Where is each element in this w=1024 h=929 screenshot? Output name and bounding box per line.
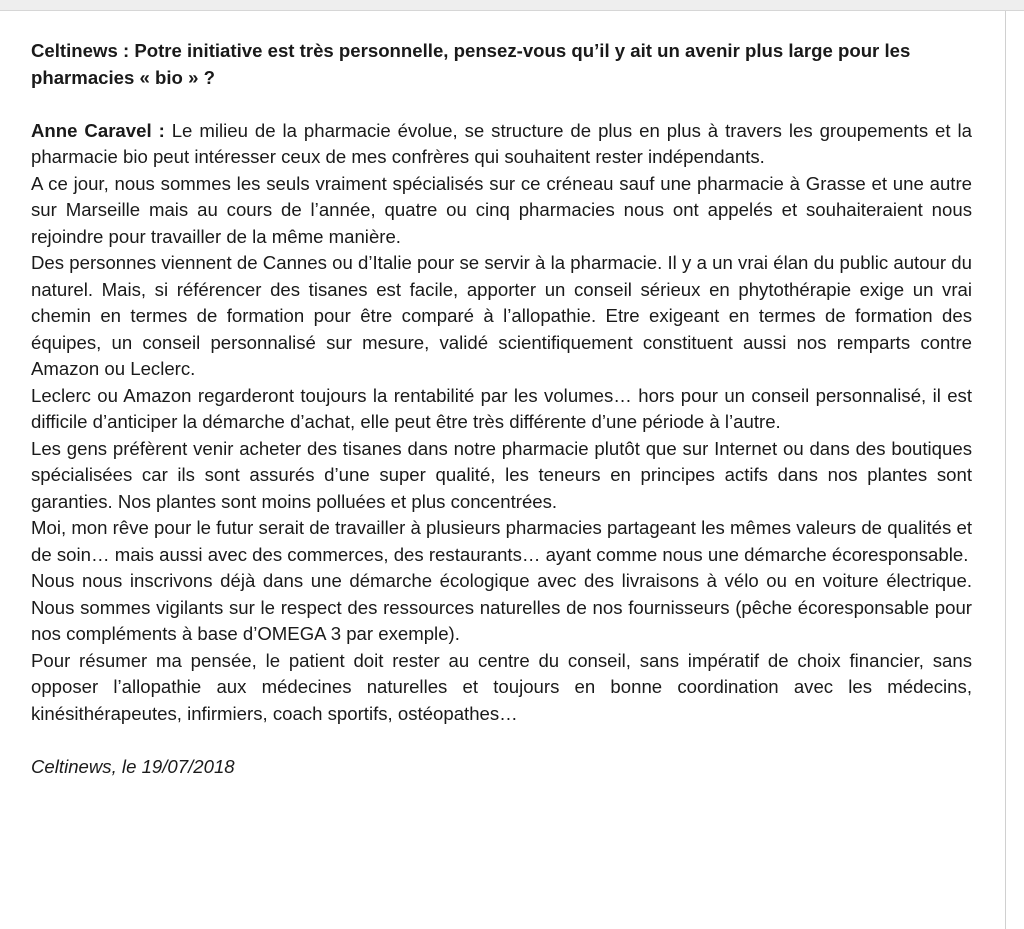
answer-paragraph-8: Pour résumer ma pensée, le patient doit rester au centre du conseil, sans impératif de choix financier, sans opposer l’allopathie aux médecines naturelles et toujours en bonne coordination avec les médecins, kinésithérapeutes, infirmiers, coach sportifs, ostéopathes…	[31, 649, 972, 724]
answer-paragraph-5: Les gens préfèrent venir acheter des tisanes dans notre pharmacie plutôt que sur Internet ou dans des boutiques spécialisées car ils sont assurés d’une super qualité, les teneurs en principes actifs dans nos plantes sont garanties. Nos plantes sont moins polluées et plus concentrées.	[31, 437, 972, 512]
speaker-name: Anne Caravel :	[31, 119, 165, 141]
article-body	[31, 38, 972, 780]
top-toolbar-band	[0, 0, 1024, 11]
interview-question: Celtinews : Potre initiative est très personnelle, pensez-vous qu’il y ait un avenir plus large pour les pharmacies « bio » ?	[31, 40, 911, 88]
answer-paragraph-4: Leclerc ou Amazon regarderont toujours la rentabilité par les volumes… hors pour un conseil personnalisé, il est difficile d’anticiper la démarche d’achat, elle peut être très différente d’une période à l’autre.	[31, 384, 972, 432]
paragraph-spacer	[31, 91, 972, 118]
answer-paragraph-6: Moi, mon rêve pour le futur serait de travailler à plusieurs pharmacies partageant les mêmes valeurs de qualités et de soin… mais aussi avec des commerces, des restaurants… ayant comme nous une démarche écoresponsable.	[31, 517, 972, 565]
paragraph-spacer	[31, 727, 972, 754]
answer-paragraph-7: Nous nous inscrivons déjà dans une démarche écologique avec des livraisons à vélo ou en voiture électrique. Nous sommes vigilants sur le respect des ressources naturelles de nos fournisseurs (pêche écoresponsable pour nos compléments à base d’OMEGA 3 par exemple).	[31, 570, 972, 644]
answer-text: Le milieu de la pharmacie évolue, se structure de plus en plus à travers les groupements et la pharmacie bio peut intéresser ceux de mes confrères qui souhaitent rester indépendants.	[31, 119, 972, 167]
answer-paragraph-2: A ce jour, nous sommes les seuls vraiment spécialisés sur ce créneau sauf une pharmacie à Grasse et une autre sur Marseille mais au cours de l’année, quatre ou cinq pharmacies nous ont appelés et souhaiteraient nous rejoindre pour travailler de la même manière.	[31, 172, 972, 247]
answer-paragraph-3: Des personnes viennent de Cannes ou d’Italie pour se servir à la pharmacie. Il y a un vrai élan du public autour du naturel. Mais, si référencer des tisanes est facile, apporter un conseil sérieux en phytothérapie exige un vrai chemin en termes de formation pour être comparé à l’allopathie. Etre exigeant en termes de formation des équipes, un conseil personnalisé sur mesure, validé scientifiquement constituent aussi nos remparts contre Amazon ou Leclerc.	[31, 252, 972, 379]
answer-paragraph-1	[31, 118, 972, 171]
article-signature: Celtinews, le 19/07/2018	[31, 755, 235, 777]
